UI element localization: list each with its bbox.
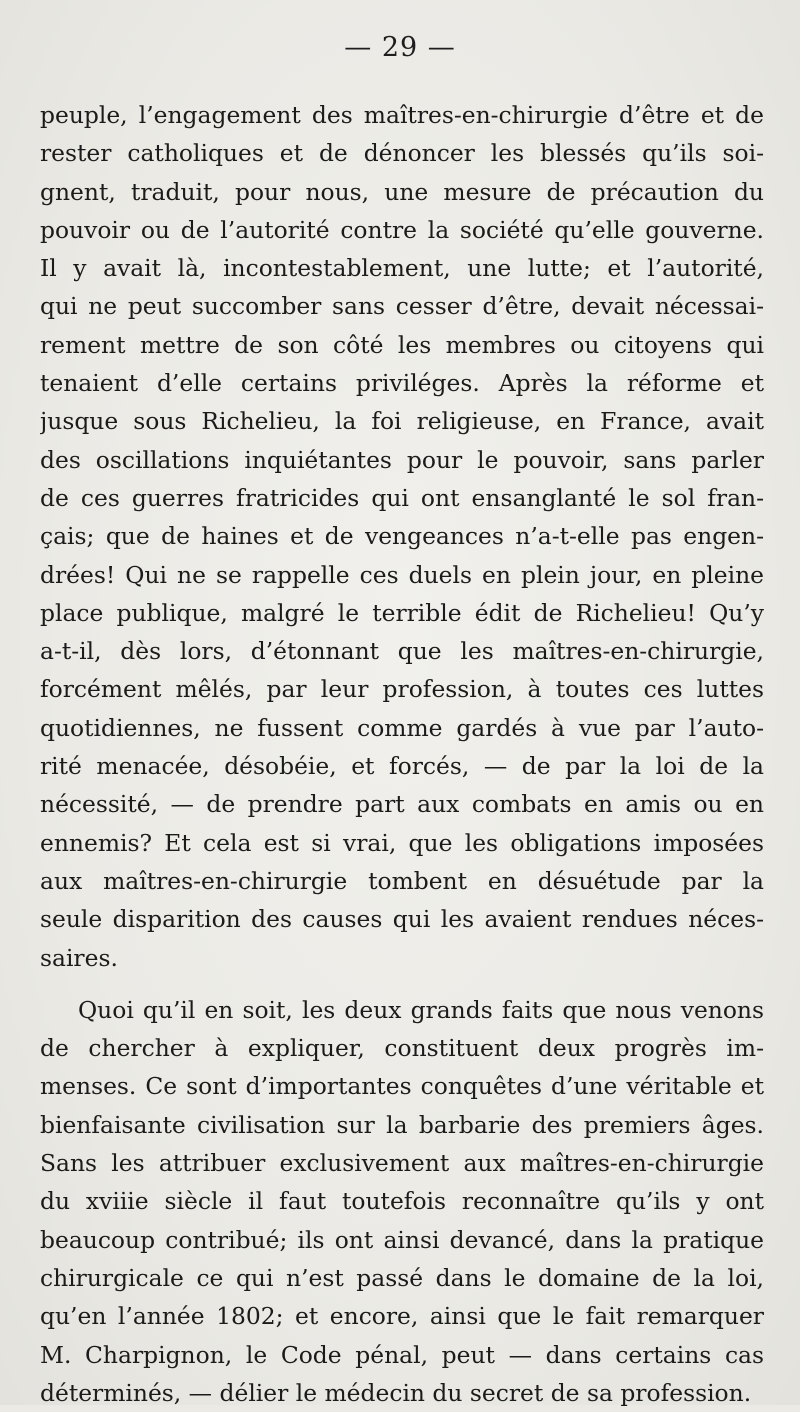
text-line: gnent, traduit, pour nous, une mesure de précaution du xyxy=(40,177,764,206)
text-line: Quoi qu’il en soit, les deux grands faits que nous venons xyxy=(78,995,764,1024)
text-line: saires. xyxy=(40,943,118,972)
text-line: a-t-il, dès lors, d’étonnant que les maîtres-en-chirurgie, xyxy=(40,637,764,666)
paragraph-gap xyxy=(40,977,764,991)
text-line: tenaient d’elle certains priviléges. Après la réforme et xyxy=(40,369,764,398)
text-line: rité menacée, désobéie, et forcés, — de par la loi de la xyxy=(40,752,764,781)
text-line: place publique, malgré le terrible édit de Richelieu! Qu’y xyxy=(40,598,764,627)
text-line: chirurgicale ce qui n’est passé dans le domaine de la loi, xyxy=(40,1263,764,1292)
text-line: drées! Qui ne se rappelle ces duels en plein jour, en pleine xyxy=(40,560,764,589)
text-line: M. Charpignon, le Code pénal, peut — dans certains cas xyxy=(40,1340,764,1369)
text-line: déterminés, — délier le médecin du secret de sa profession. xyxy=(40,1378,752,1407)
text-line: ennemis? Et cela est si vrai, que les obligations imposées xyxy=(40,828,764,857)
text-line: pouvoir ou de l’autorité contre la société qu’elle gouverne. xyxy=(40,215,764,244)
text-line: nécessité, — de prendre part aux combats en amis ou en xyxy=(40,790,764,819)
text-line: jusque sous Richelieu, la foi religieuse, en France, avait xyxy=(40,407,764,436)
text-line: du xviiie siècle il faut toutefois reconnaître qu’ils y ont xyxy=(40,1187,764,1216)
text-line: de ces guerres fratricides qui ont ensanglanté le sol fran- xyxy=(40,483,764,512)
text-line: seule disparition des causes qui les avaient rendues néces- xyxy=(40,905,764,934)
text-line: bienfaisante civilisation sur la barbarie des premiers âges. xyxy=(40,1110,764,1139)
paragraph-1 xyxy=(40,96,764,977)
text-line: Sans les attribuer exclusivement aux maîtres-en-chirurgie xyxy=(40,1149,764,1178)
text-line: qu’en l’année 1802; et encore, ainsi que le fait remarquer xyxy=(40,1302,764,1331)
text-line: des oscillations inquiétantes pour le pouvoir, sans parler xyxy=(40,445,764,474)
text-line: de chercher à expliquer, constituent deux progrès im- xyxy=(40,1034,764,1063)
text-line: aux maîtres-en-chirurgie tombent en désuétude par la xyxy=(40,866,764,895)
text-line: quotidiennes, ne fussent comme gardés à vue par l’auto- xyxy=(40,713,764,742)
text-line: çais; que de haines et de vengeances n’a-t-elle pas engen- xyxy=(40,522,764,551)
text-line: menses. Ce sont d’importantes conquêtes d’une véritable et xyxy=(40,1072,764,1101)
page-number: — 29 — xyxy=(344,32,456,63)
text-line: rement mettre de son côté les membres ou citoyens qui xyxy=(40,330,764,359)
text-line: beaucoup contribué; ils ont ainsi devancé, dans la pratique xyxy=(40,1225,764,1254)
text-line: Il y avait là, incontestablement, une lutte; et l’autorité, xyxy=(40,254,764,283)
text-line: forcément mêlés, par leur profession, à toutes ces luttes xyxy=(40,675,764,704)
paragraph-2 xyxy=(40,991,764,1412)
text-line: rester catholiques et de dénoncer les blessés qu’ils soi- xyxy=(40,139,764,168)
text-line: peuple, l’engagement des maîtres-en-chirurgie d’être et de xyxy=(40,101,764,129)
text-line: qui ne peut succomber sans cesser d’être, devait nécessai- xyxy=(40,292,764,321)
body-text xyxy=(40,96,764,1412)
